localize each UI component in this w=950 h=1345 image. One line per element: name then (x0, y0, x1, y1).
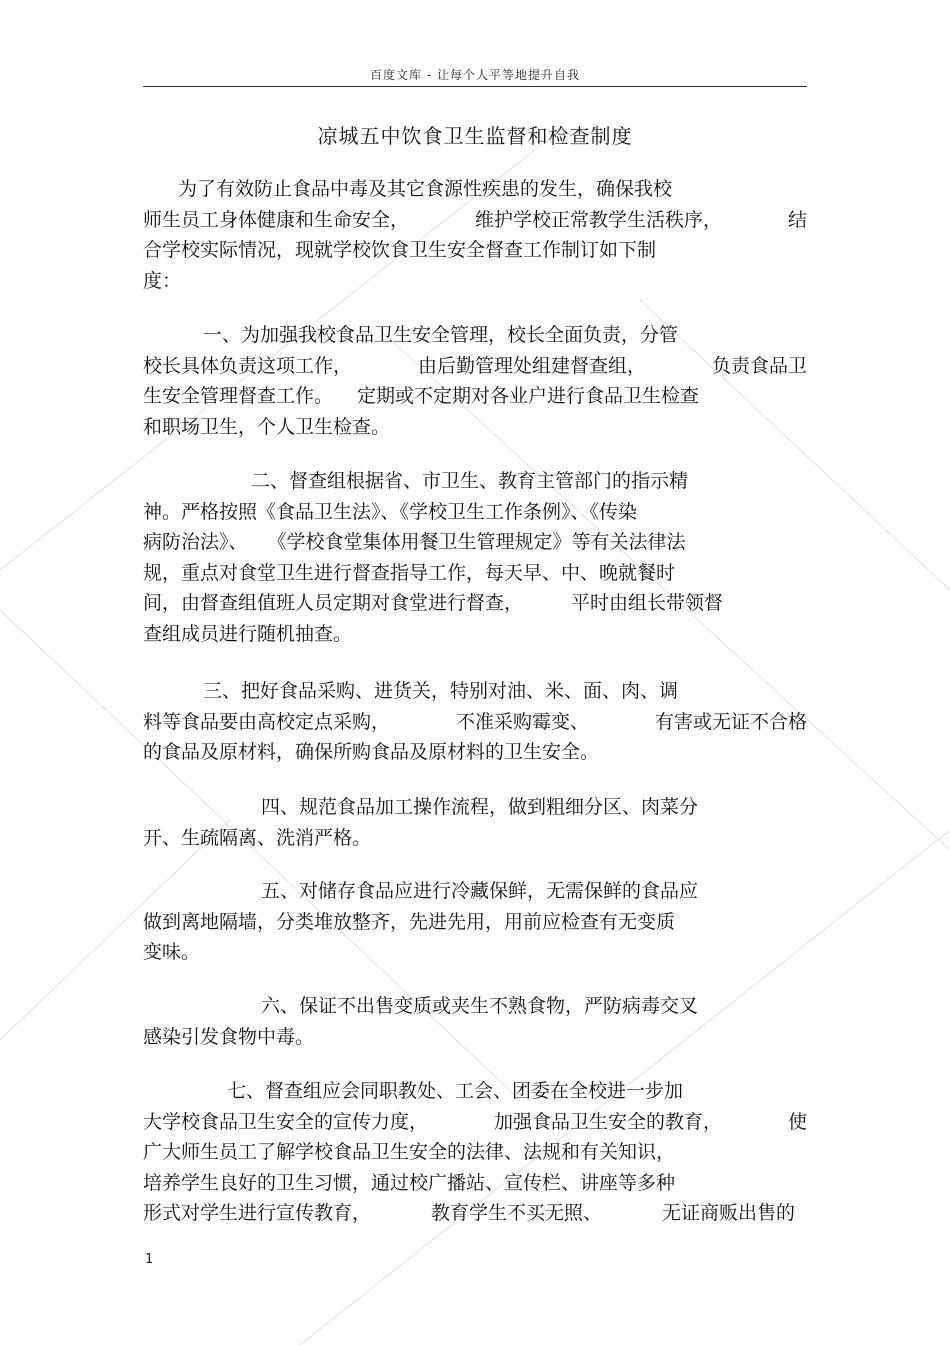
text-line (143, 991, 807, 1022)
text-line (143, 235, 807, 266)
text-line (143, 412, 807, 443)
line-text: 生安全管理督查工作。 (143, 385, 334, 407)
line-text: 无证商贩出售的 (661, 1202, 795, 1224)
line-text: 间，由督查组值班人员定期对食堂进行督查， (143, 592, 524, 614)
text-line (143, 1076, 807, 1107)
line-text: 大学校食品卫生安全的宣传力度， (143, 1110, 429, 1133)
line-text: 师生员工身体健康和生命安全， (143, 208, 410, 231)
line-text: 由后勤管理处组建督查组， (417, 354, 646, 377)
line-text: 定期或不定期对各业户进行食品卫生检查 (357, 385, 700, 407)
section-1-paragraph (143, 320, 807, 442)
line-text: 查组成员进行随机抽查。 (143, 622, 353, 645)
text-line (143, 676, 807, 707)
line-text: 平时由组长带领督 (571, 592, 724, 614)
line-text: 料等食品要由高校定点采购， (143, 710, 391, 733)
line-text: 和职场卫生，个人卫生检查。 (143, 415, 391, 438)
line-text: 感染引发食物中毒。 (143, 1025, 315, 1048)
line-text: 维护学校正常教学生活秩序， (474, 208, 722, 231)
text-line (143, 707, 807, 738)
text-line (143, 351, 807, 382)
text-line (143, 497, 807, 528)
section-6-paragraph (143, 991, 807, 1052)
text-line (143, 174, 807, 205)
text-line (143, 1022, 807, 1053)
section-2-paragraph (143, 466, 807, 649)
intro-paragraph (143, 174, 807, 296)
text-line (143, 737, 807, 768)
text-line (143, 1137, 807, 1168)
line-text: 不准采购霉变、 (455, 710, 589, 733)
header-divider (143, 86, 807, 87)
section-7-paragraph (143, 1076, 807, 1229)
line-text: 形式对学生进行宣传教育， (143, 1202, 372, 1224)
line-text: 六、保证不出售变质或夹生不熟食物，严防病毒交叉 (261, 995, 699, 1017)
line-text: 广大师生员工了解学校食品卫生安全的法律、法规和有关知识， (143, 1141, 676, 1163)
line-text: 使 (787, 1110, 807, 1133)
text-line (143, 266, 807, 297)
line-text: 教育学生不买无照、 (430, 1202, 602, 1224)
text-line (143, 1107, 807, 1138)
line-text: 神。严格按照《食品卫生法》、《学校卫生工作条例》、《传染 (143, 500, 638, 523)
line-text: 结 (787, 208, 807, 231)
text-line (143, 792, 807, 823)
line-text: 负责食品卫 (711, 354, 807, 377)
page-header: 百度文库 - 让每个人平等地提升自我 (370, 68, 580, 82)
section-4-paragraph (143, 792, 807, 853)
section-3-paragraph (143, 676, 807, 768)
text-line (143, 466, 807, 497)
text-line (143, 1198, 795, 1229)
line-text: 做到离地隔墙，分类堆放整齐，先进先用，用前应检查有无变质 (143, 910, 676, 933)
line-text: 规，重点对食堂卫生进行督查指导工作，每天早、中、晚就餐时 (143, 561, 676, 584)
document-title: 凉城五中饮食卫生监督和检查制度 (317, 124, 633, 148)
line-text: 校长具体负责这项工作， (143, 354, 353, 377)
line-text: 七、督查组应会同职教处、工会、团委在全校进一步加 (227, 1080, 684, 1102)
section-5-paragraph (143, 876, 807, 968)
line-text: 变味。 (143, 941, 201, 963)
text-line (143, 1168, 807, 1199)
text-line (143, 205, 807, 236)
line-text: 有害或无证不合格 (654, 710, 807, 733)
text-line (143, 823, 807, 854)
text-line (143, 381, 807, 412)
text-line (143, 320, 807, 351)
line-text: 《学校食堂集体用餐卫生管理规定》等有关法律法 (267, 531, 686, 553)
line-text: 二、督查组根据省、市卫生、教育主管部门的指示精 (251, 470, 689, 492)
line-text: 度： (143, 269, 182, 292)
line-text: 病防治法》、 (143, 531, 248, 553)
text-line (143, 937, 807, 968)
line-text: 一、为加强我校食品卫生安全管理，校长全面负责，分管 (203, 324, 679, 346)
line-text: 培养学生良好的卫生习惯，通过校广播站、宣传栏、讲座等多种 (143, 1171, 676, 1194)
line-text: 为了有效防止食品中毒及其它食源性疾患的发生，确保我校 (178, 178, 673, 200)
text-line (143, 588, 807, 619)
line-text: 五、对储存食品应进行冷藏保鲜，无需保鲜的食品应 (261, 880, 699, 902)
line-text: 开、生疏隔离、洗消严格。 (143, 826, 372, 849)
line-text: 三、把好食品采购、进货关，特别对油、米、面、肉、调 (203, 680, 679, 702)
line-text: 四、规范食品加工操作流程，做到粗细分区、肉菜分 (261, 796, 699, 818)
page-number: 1 (145, 1252, 154, 1267)
text-line (143, 619, 807, 650)
line-text: 合学校实际情况，现就学校饮食卫生安全督查工作制订如下制 (143, 239, 657, 261)
text-line (143, 876, 807, 907)
line-text: 加强食品卫生安全的教育， (493, 1110, 722, 1133)
line-text: 的食品及原材料，确保所购食品及原材料的卫生安全。 (143, 741, 600, 763)
text-line (143, 527, 807, 558)
text-line (143, 907, 807, 938)
text-line (143, 558, 807, 589)
